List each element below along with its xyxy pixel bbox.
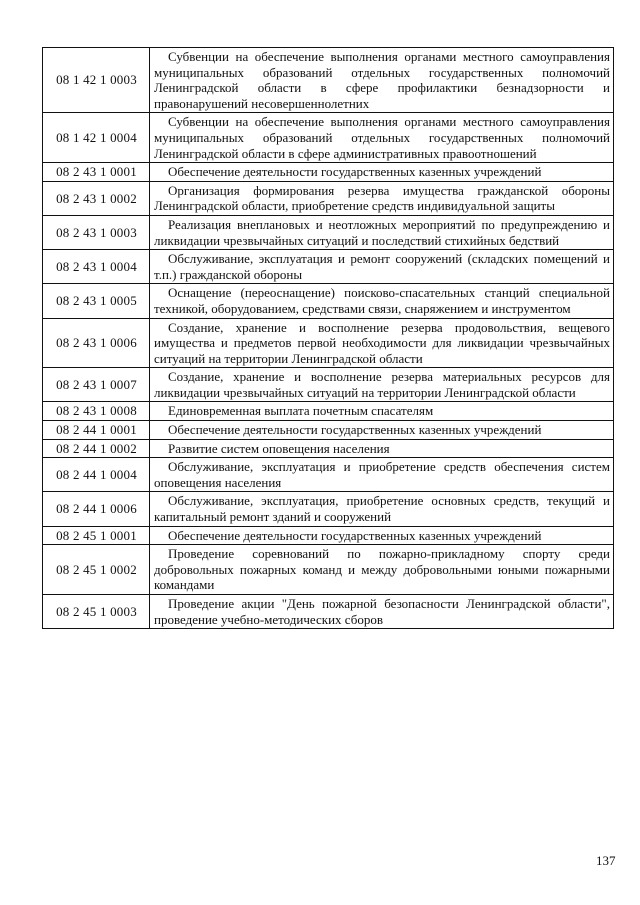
row-description-text: Оснащение (переоснащение) поисково-спасательных станций специальной техникой, оборудованием, средствами связи, снаряжением и инструментом — [154, 285, 610, 316]
row-code: 08 2 43 1 0007 — [43, 368, 150, 402]
table-row — [43, 402, 614, 421]
row-description-text: Обслуживание, эксплуатация и ремонт сооружений (складских помещений и т.п.) гражданской обороны — [154, 251, 610, 282]
row-code: 08 2 43 1 0006 — [43, 318, 150, 368]
budget-code-table — [42, 47, 614, 629]
table-row — [43, 318, 614, 368]
row-code: 08 2 45 1 0003 — [43, 595, 150, 629]
row-description — [150, 439, 614, 458]
table-row — [43, 526, 614, 545]
row-description — [150, 545, 614, 595]
table-row — [43, 458, 614, 492]
page-number: 137 — [596, 853, 616, 868]
row-code: 08 2 44 1 0004 — [43, 458, 150, 492]
row-description — [150, 163, 614, 182]
row-description — [150, 48, 614, 113]
table-row — [43, 250, 614, 284]
row-description — [150, 421, 614, 440]
table-row — [43, 113, 614, 163]
table-row — [43, 368, 614, 402]
table-row — [43, 163, 614, 182]
table-row — [43, 284, 614, 318]
row-description-text: Обеспечение деятельности государственных казенных учреждений — [168, 164, 542, 180]
table-row — [43, 421, 614, 440]
row-description — [150, 318, 614, 368]
row-code: 08 2 45 1 0001 — [43, 526, 150, 545]
row-code: 08 2 43 1 0001 — [43, 163, 150, 182]
table-row — [43, 215, 614, 249]
row-code: 08 2 44 1 0002 — [43, 439, 150, 458]
row-description — [150, 250, 614, 284]
row-description — [150, 595, 614, 629]
row-description-text: Субвенции на обеспечение выполнения органами местного самоуправления муниципальных образований отдельных государственных полномочий Ленинградской области в сфере профилактики безнадзорности и правонарушений несовершеннолетних — [154, 49, 610, 111]
row-code: 08 2 43 1 0008 — [43, 402, 150, 421]
row-code: 08 2 44 1 0006 — [43, 492, 150, 526]
row-description-text: Субвенции на обеспечение выполнения органами местного самоуправления муниципальных образований отдельных государственных полномочий Ленинградской области в сфере административных правоотношений — [154, 114, 610, 161]
row-description-text: Обслуживание, эксплуатация, приобретение основных средств, текущий и капитальный ремонт зданий и сооружений — [154, 493, 610, 525]
row-description — [150, 368, 614, 402]
row-code: 08 2 43 1 0005 — [43, 284, 150, 318]
row-code: 08 2 44 1 0001 — [43, 421, 150, 440]
row-description — [150, 215, 614, 249]
row-description-text: Проведение соревнований по пожарно-прикладному спорту среди добровольных пожарных команд и между добровольными юными пожарными командами — [154, 546, 610, 593]
row-description — [150, 526, 614, 545]
table-row — [43, 492, 614, 526]
table-row — [43, 48, 614, 113]
row-description — [150, 181, 614, 215]
row-code: 08 1 42 1 0003 — [43, 48, 150, 113]
table-body — [43, 48, 614, 629]
row-description — [150, 458, 614, 492]
row-description — [150, 402, 614, 421]
row-code: 08 1 42 1 0004 — [43, 113, 150, 163]
table-row — [43, 595, 614, 629]
row-description-text: Создание, хранение и восполнение резерва продовольствия, вещевого имущества и предметов первой необходимости для ликвидации чрезвычайных ситуаций на территории Ленинградской области — [154, 319, 610, 366]
row-description — [150, 492, 614, 526]
row-description-text: Создание, хранение и восполнение резерва материальных ресурсов для ликвидации чрезвычайных ситуаций на территории Ленинградской области — [154, 369, 610, 400]
row-description-text: Обслуживание, эксплуатация и приобретение средств обеспечения систем оповещения населения — [154, 459, 610, 490]
row-code: 08 2 43 1 0004 — [43, 250, 150, 284]
row-code: 08 2 43 1 0002 — [43, 181, 150, 215]
row-description-text: Обеспечение деятельности государственных казенных учреждений — [168, 422, 542, 438]
row-description-text: Проведение акции "День пожарной безопасности Ленинградской области", проведение учебно-методических сборов — [154, 596, 610, 627]
row-description-text: Обеспечение деятельности государственных казенных учреждений — [168, 527, 542, 543]
row-code: 08 2 43 1 0003 — [43, 215, 150, 249]
row-code: 08 2 45 1 0002 — [43, 545, 150, 595]
row-description-text: Реализация внеплановых и неотложных мероприятий по предупреждению и ликвидации чрезвычайных ситуаций и последствий стихийных бедствий — [154, 216, 610, 248]
row-description-text: Развитие систем оповещения населения — [168, 440, 390, 456]
table-row — [43, 439, 614, 458]
row-description-text: Организация формирования резерва имущества гражданской обороны Ленинградской области, приобретение средств индивидуальной защиты — [154, 182, 610, 214]
row-description — [150, 113, 614, 163]
row-description-text: Единовременная выплата почетным спасателям — [168, 403, 434, 419]
table-row — [43, 181, 614, 215]
row-description — [150, 284, 614, 318]
table-row — [43, 545, 614, 595]
